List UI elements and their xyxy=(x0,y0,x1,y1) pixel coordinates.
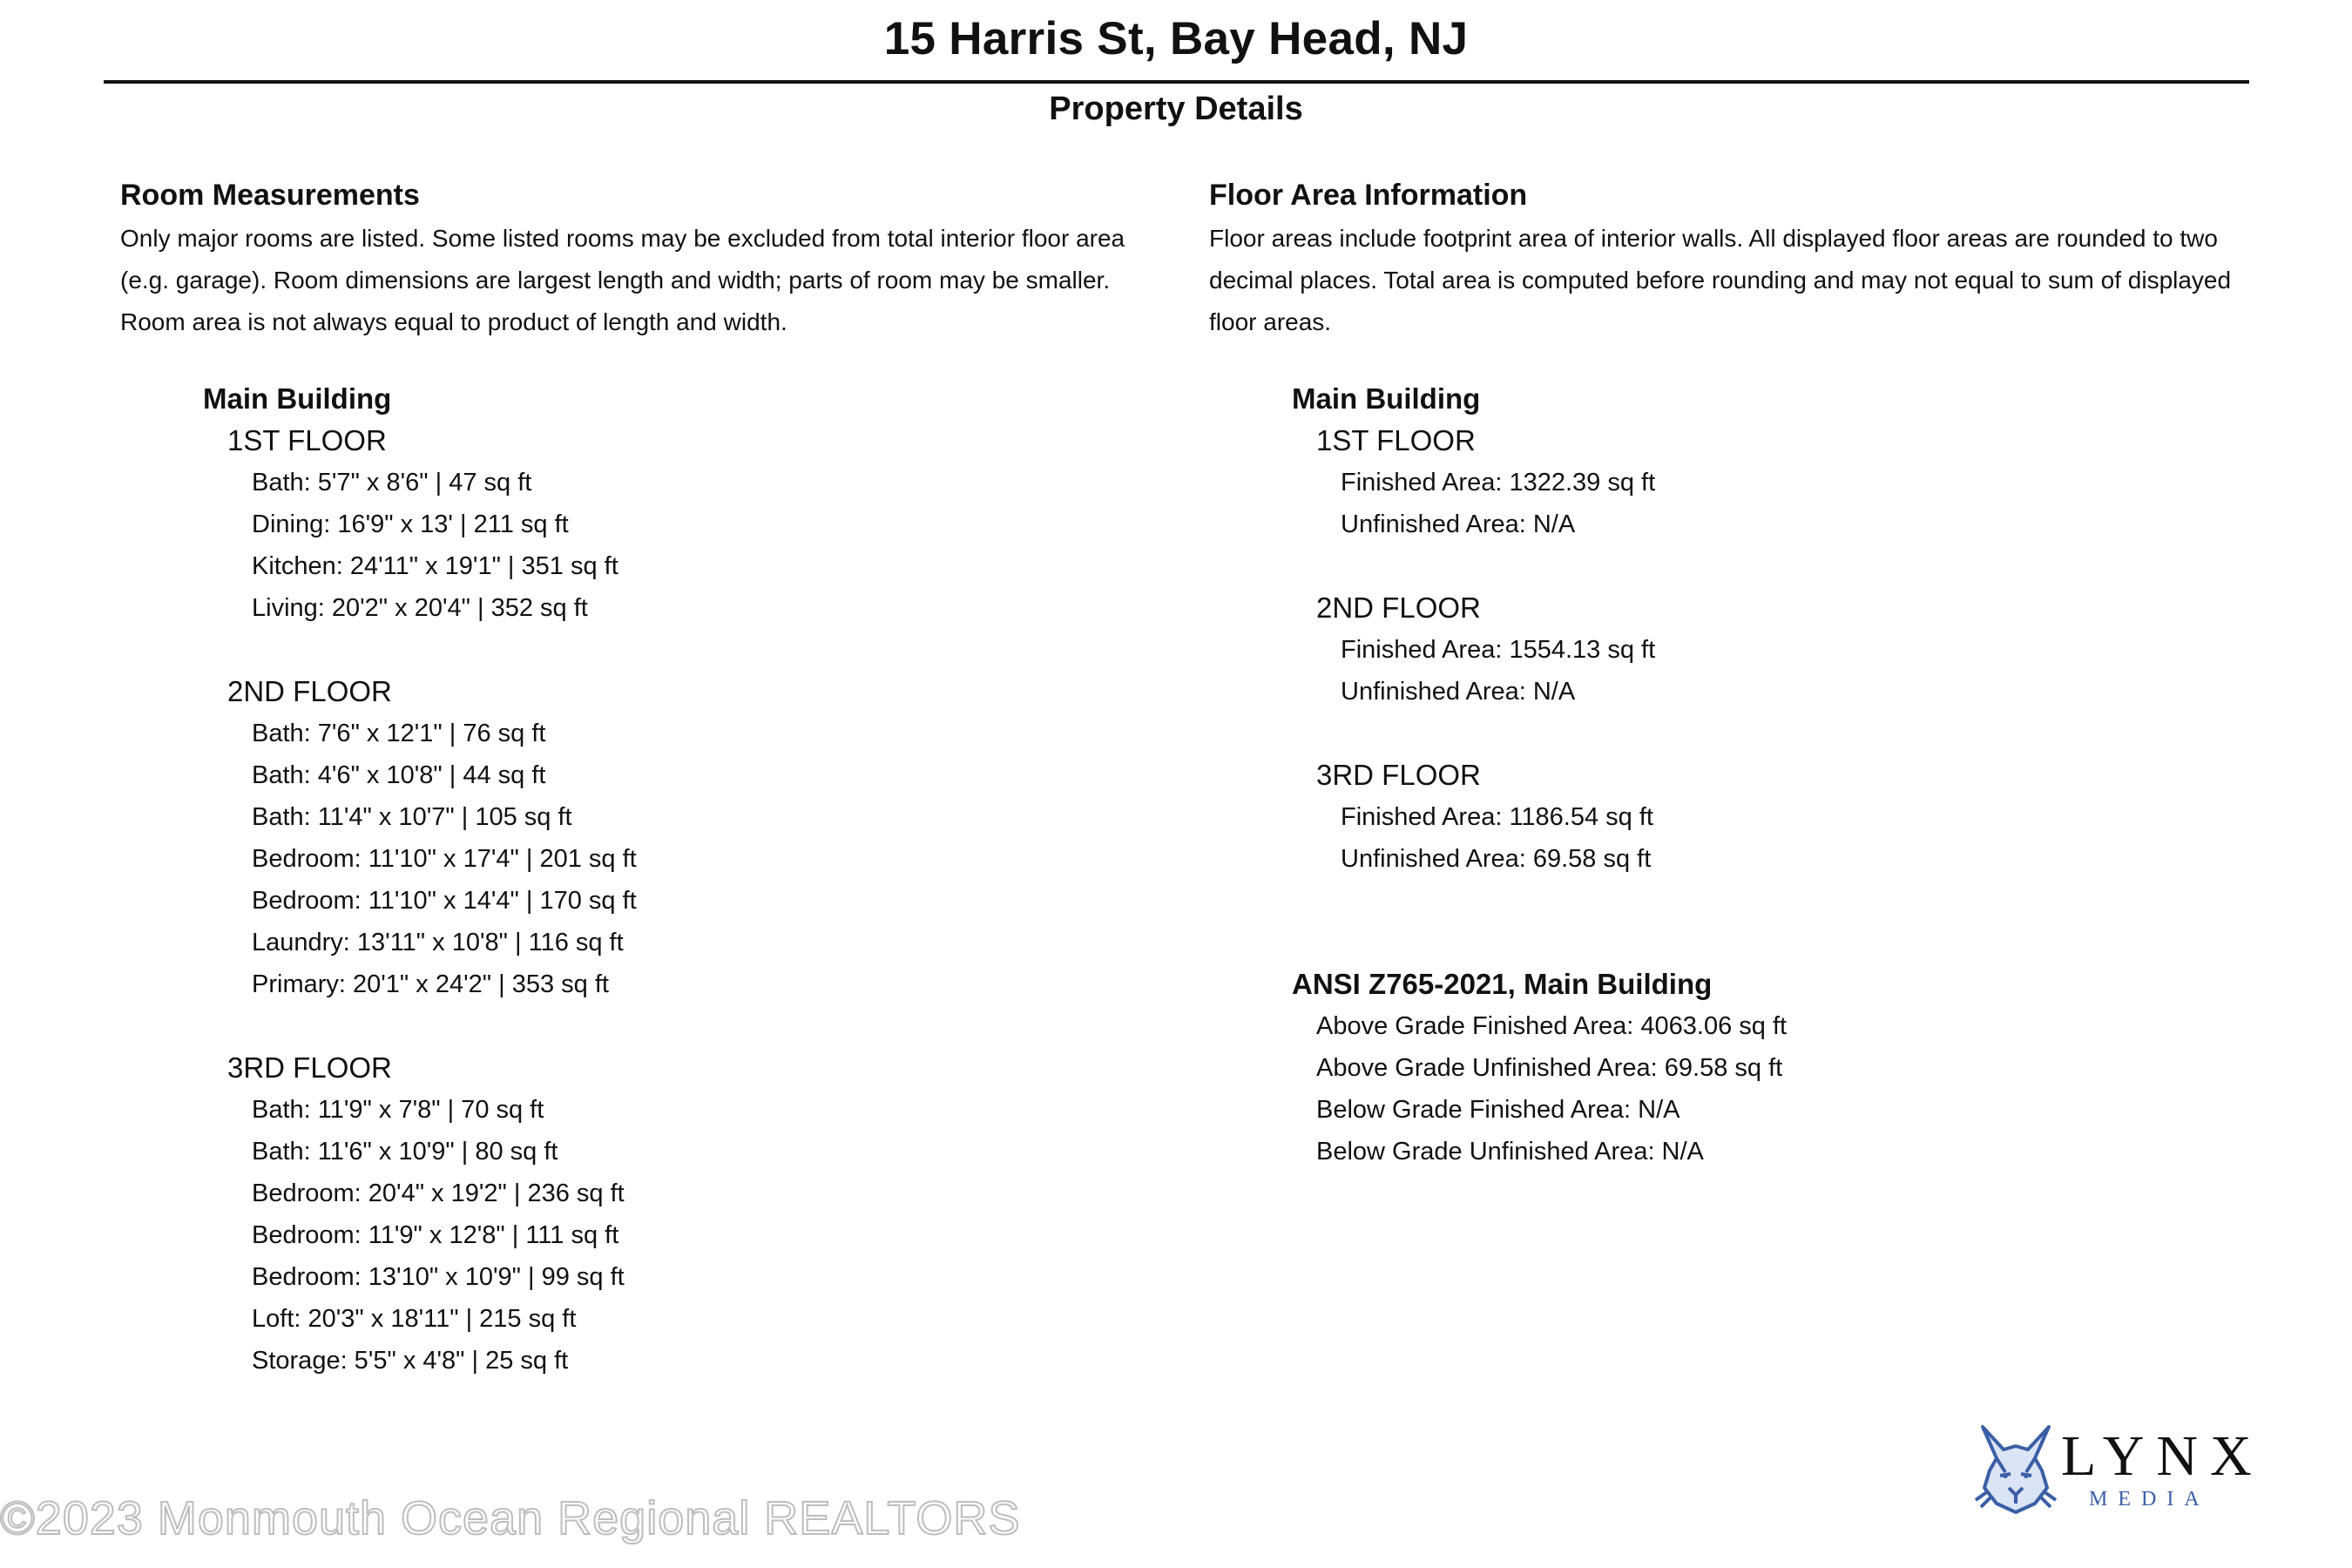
room-item: Loft: 20'3" x 18'11" | 215 sq ft xyxy=(252,1305,577,1333)
description-line: decimal places. Total area is computed before rounding and may not equal to sum of displayed xyxy=(1209,267,2232,294)
page-subtitle: Property Details xyxy=(1049,91,1303,127)
floor-title: 2ND FLOOR xyxy=(1316,591,1481,624)
room-item: Bath: 11'4" x 10'7" | 105 sq ft xyxy=(252,803,572,831)
area-floor-2nd xyxy=(1316,587,2272,713)
copyright-watermark: ©2023 Monmouth Ocean Regional REALTORS xyxy=(0,1492,1021,1544)
room-item: Kitchen: 24'11" x 19'1" | 351 sq ft xyxy=(252,552,618,580)
room-item: Bath: 11'9" x 7'8" | 70 sq ft xyxy=(252,1096,544,1124)
room-measurements-description xyxy=(120,218,1183,343)
room-item: Bedroom: 11'10" x 14'4" | 170 sq ft xyxy=(252,887,637,915)
floor-block-1st xyxy=(227,420,1183,629)
ansi-title: ANSI Z765-2021, Main Building xyxy=(1292,968,1713,1000)
room-item: Bath: 4'6" x 10'8" | 44 sq ft xyxy=(252,761,546,789)
floor-area-section xyxy=(1209,176,2272,1173)
floor-title: 1ST FLOOR xyxy=(1316,424,1476,456)
area-building-block xyxy=(1292,378,2272,880)
room-item: Primary: 20'1" x 24'2" | 353 sq ft xyxy=(252,970,609,998)
floor-block-2nd xyxy=(227,671,1183,1005)
floor-title: 3RD FLOOR xyxy=(227,1051,392,1084)
ansi-item: Below Grade Unfinished Area: N/A xyxy=(1316,1138,1704,1166)
room-item: Bedroom: 11'9" x 12'8" | 111 sq ft xyxy=(252,1221,619,1249)
logo-subtitle: MEDIA xyxy=(2089,1488,2210,1511)
area-item: Finished Area: 1554.13 sq ft xyxy=(1341,636,1656,664)
floor-title: 3RD FLOOR xyxy=(1316,759,1481,791)
building-title: Main Building xyxy=(203,382,392,415)
lynx-head-icon xyxy=(1970,1420,2061,1517)
building-title: Main Building xyxy=(1292,382,1481,415)
room-item: Dining: 16'9" x 13' | 211 sq ft xyxy=(252,510,569,538)
room-item: Bath: 7'6" x 12'1" | 76 sq ft xyxy=(252,720,546,747)
description-line: Floor areas include footprint area of interior walls. All displayed floor areas are rounded to two xyxy=(1209,225,2218,252)
room-item: Laundry: 13'11" x 10'8" | 116 sq ft xyxy=(252,929,624,956)
floor-area-heading: Floor Area Information xyxy=(1209,179,1528,212)
area-item: Unfinished Area: N/A xyxy=(1341,510,1576,538)
floor-title: 2ND FLOOR xyxy=(227,675,392,707)
room-measurements-heading: Room Measurements xyxy=(120,179,420,212)
room-item: Bedroom: 13'10" x 10'9" | 99 sq ft xyxy=(252,1263,625,1291)
area-item: Finished Area: 1322.39 sq ft xyxy=(1341,469,1656,497)
room-measurements-section xyxy=(120,176,1183,1382)
room-item: Bath: 11'6" x 10'9" | 80 sq ft xyxy=(252,1138,558,1166)
room-item: Bedroom: 11'10" x 17'4" | 201 sq ft xyxy=(252,845,637,873)
logo-wordmark: LYNX xyxy=(2061,1424,2264,1488)
ansi-item: Below Grade Finished Area: N/A xyxy=(1316,1096,1680,1124)
title-divider xyxy=(104,80,2249,84)
room-item: Storage: 5'5" x 4'8" | 25 sq ft xyxy=(252,1347,569,1375)
ansi-block xyxy=(1292,963,2272,1173)
floor-title: 1ST FLOOR xyxy=(227,424,387,456)
floor-area-description xyxy=(1209,218,2272,343)
area-item: Unfinished Area: N/A xyxy=(1341,678,1576,706)
room-item: Living: 20'2" x 20'4" | 352 sq ft xyxy=(252,594,588,622)
description-line: Only major rooms are listed. Some listed rooms may be excluded from total interior floor area xyxy=(120,225,1125,252)
room-item: Bath: 5'7" x 8'6" | 47 sq ft xyxy=(252,469,532,497)
page-title: 15 Harris St, Bay Head, NJ xyxy=(883,13,1469,64)
description-line: (e.g. garage). Room dimensions are largest length and width; parts of room may be smaller. xyxy=(120,267,1111,294)
area-floor-3rd xyxy=(1316,754,2272,880)
ansi-item: Above Grade Finished Area: 4063.06 sq ft xyxy=(1316,1012,1788,1040)
area-floor-1st xyxy=(1316,420,2272,545)
lynx-media-logo xyxy=(1970,1420,2264,1517)
room-item: Bedroom: 20'4" x 19'2" | 236 sq ft xyxy=(252,1179,625,1207)
area-item: Finished Area: 1186.54 sq ft xyxy=(1341,803,1653,831)
floor-block-3rd xyxy=(227,1047,1183,1382)
ansi-item: Above Grade Unfinished Area: 69.58 sq ft xyxy=(1316,1054,1783,1082)
area-item: Unfinished Area: 69.58 sq ft xyxy=(1341,845,1652,873)
room-building-block xyxy=(203,378,1183,1382)
description-line: Room area is not always equal to product of length and width. xyxy=(120,308,787,335)
description-line: floor areas. xyxy=(1209,308,1332,335)
